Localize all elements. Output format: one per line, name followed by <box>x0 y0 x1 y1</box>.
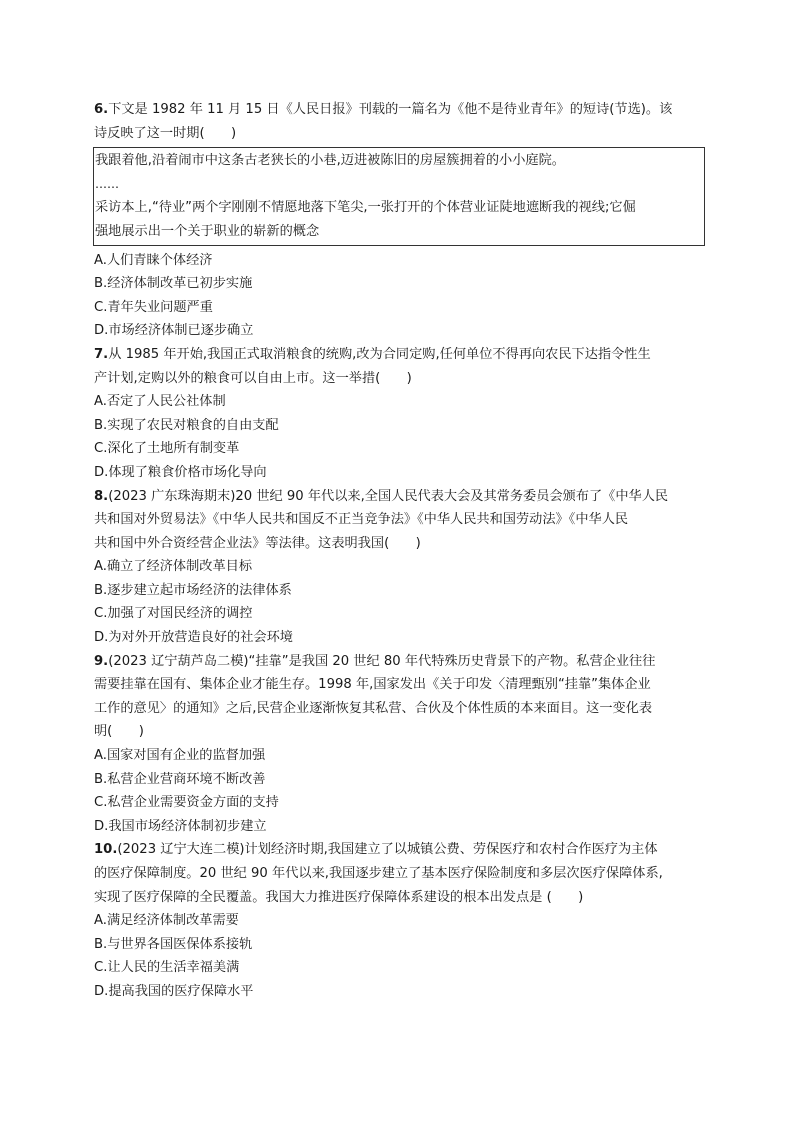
question-stem-text: 从 1985 年开始,我国正式取消粮食的统购,改为合同定购,任何单位不得再向农民下达指令性生 <box>108 346 651 362</box>
option-a: A.国家对国有企业的监督加强 <box>94 748 266 764</box>
option-c: C.青年失业问题严重 <box>94 299 213 315</box>
option-d: D.提高我国的医疗保障水平 <box>94 983 254 999</box>
question-stem-line: 产计划,定购以外的粮食可以自由上市。这一举措( ) <box>94 370 412 386</box>
option-c: C.深化了土地所有制变革 <box>94 441 240 457</box>
option-d: D.为对外开放营造良好的社会环境 <box>94 630 293 646</box>
option-b: B.逐步建立起市场经济的法律体系 <box>94 582 292 598</box>
excerpt-ellipsis: …… <box>95 176 119 191</box>
question-number: 10. <box>94 842 118 858</box>
question-stem-text: (2023 辽宁大连二模)计划经济时期,我国建立了以城镇公费、劳保医疗和农村合作医疗为主体 <box>117 842 658 858</box>
question-stem-line <box>94 485 706 509</box>
question-stem-text: 下文是 1982 年 11 月 15 日《人民日报》刊载的一篇名为《他不是待业青年》的短诗(节选)。该 <box>108 102 673 117</box>
excerpt-line: 我跟着他,沿着闹市中这条古老狭长的小巷,迈进被陈旧的房屋簇拥着的小小庭院。 <box>95 153 565 169</box>
option-c: C.加强了对国民经济的调控 <box>94 606 253 622</box>
question-stem-line: 的医疗保障制度。20 世纪 90 年代以来,我国逐步建立了基本医疗保险制度和多层次医疗保障体系, <box>94 866 663 881</box>
question-stem-line <box>94 98 706 122</box>
option-d: D.市场经济体制已逐步确立 <box>94 323 254 339</box>
option-a: A.确立了经济体制改革目标 <box>94 559 253 575</box>
question-stem-line: 明( ) <box>94 724 144 740</box>
question-7 <box>94 343 706 485</box>
question-stem-line: 共和国中外合资经营企业法》等法律。这表明我国( ) <box>94 535 421 551</box>
option-a: A.否定了人民公社体制 <box>94 394 226 410</box>
question-number: 8. <box>94 488 109 504</box>
question-stem-line <box>94 343 706 367</box>
option-a: A.人们青睐个体经济 <box>94 252 213 268</box>
option-b: B.私营企业营商环境不断改善 <box>94 771 266 787</box>
option-c: C.让人民的生活幸福美满 <box>94 960 240 976</box>
question-number: 6. <box>94 102 109 117</box>
question-number: 7. <box>94 346 109 362</box>
option-b: B.实现了农民对粮食的自由支配 <box>94 417 279 433</box>
question-6 <box>94 98 706 343</box>
question-stem-line: 实现了医疗保障的全民覆盖。我国大力推进医疗保障体系建设的根本出发点是 ( ) <box>94 889 584 905</box>
excerpt-line: 采访本上,“待业”两个字刚刚不情愿地落下笔尖,一张打开的个体营业证陡地遮断我的视线;它倔 <box>95 200 636 216</box>
question-stem-text: (2023 辽宁葫芦岛二模)“挂靠”是我国 20 世纪 80 年代特殊历史背景下的产物。私营企业往往 <box>108 653 656 669</box>
question-stem-line: 需要挂靠在国有、集体企业才能生存。1998 年,国家发出《关于印发〈清理甄别“挂靠”集体企业 <box>94 677 651 693</box>
option-d: D.我国市场经济体制初步建立 <box>94 818 267 834</box>
excerpt-box <box>93 147 705 245</box>
option-b: B.经济体制改革已初步实施 <box>94 276 253 292</box>
question-stem-line: 共和国对外贸易法》《中华人民共和国反不正当竞争法》《中华人民共和国劳动法》《中华人民 <box>94 512 629 528</box>
excerpt-line: 强地展示出一个关于职业的崭新的概念 <box>95 223 320 239</box>
question-stem-line: 诗反映了这一时期( ) <box>94 125 237 141</box>
option-a: A.满足经济体制改革需要 <box>94 913 239 929</box>
option-d: D.体现了粮食价格市场化导向 <box>94 464 267 480</box>
question-number: 9. <box>94 653 109 669</box>
question-stem-line <box>94 650 706 674</box>
question-stem-text: (2023 广东珠海期末)20 世纪 90 年代以来,全国人民代表大会及其常务委员会颁布了《中华人民 <box>108 488 669 504</box>
option-c: C.私营企业需要资金方面的支持 <box>94 795 279 811</box>
page-content <box>94 98 706 1004</box>
question-9 <box>94 650 706 839</box>
option-b: B.与世界各国医保体系接轨 <box>94 936 253 952</box>
question-8 <box>94 485 706 650</box>
question-stem-line <box>94 838 706 862</box>
question-10 <box>94 838 706 1003</box>
question-stem-line: 工作的意见〉的通知》之后,民营企业逐渐恢复其私营、合伙及个体性质的本来面目。这一变化表 <box>94 700 653 716</box>
